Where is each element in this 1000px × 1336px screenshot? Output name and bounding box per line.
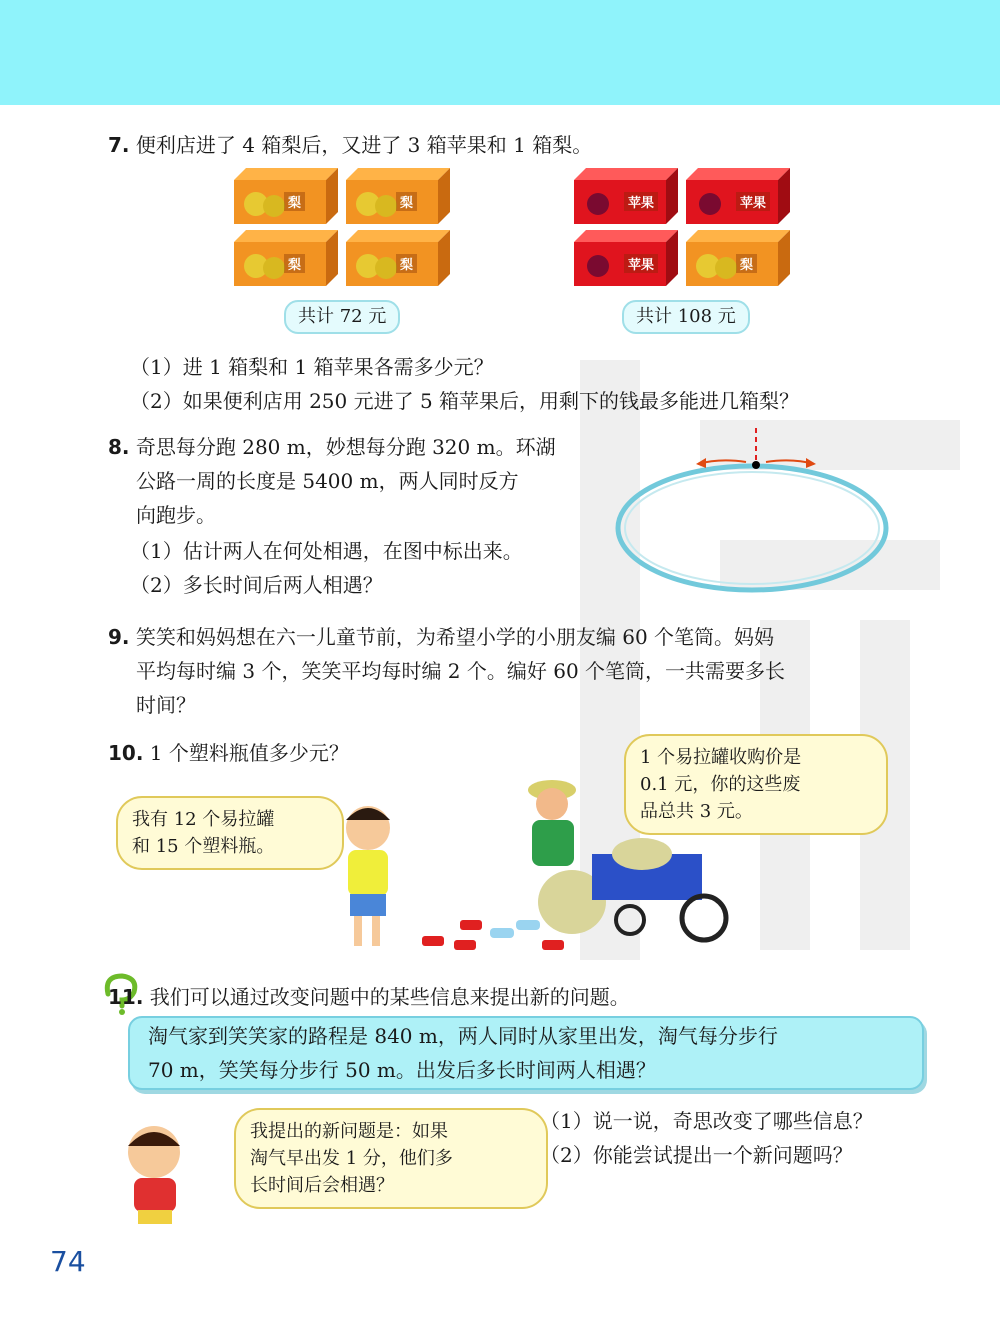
q9-line1: 9. 笑笑和妈妈想在六一儿童节前，为希望小学的小朋友编 60 个笔筒。妈妈: [108, 625, 775, 649]
q11-text: 11. 我们可以通过改变问题中的某些信息来提出新的问题。: [108, 985, 630, 1009]
q8-line1: 8. 奇思每分跑 280 m，妙想每分跑 320 m。环湖: [108, 435, 556, 459]
q7-text: 7. 便利店进了 4 箱梨后，又进了 3 箱苹果和 1 箱梨。: [108, 133, 593, 157]
apple-box: 苹果: [574, 230, 678, 286]
page-number: 74: [50, 1245, 86, 1278]
q9-line2: 平均每时编 3 个，笑笑平均每时编 2 个。编好 60 个笔筒，一共需要多长: [136, 659, 786, 683]
apple-box: 苹果: [686, 168, 790, 224]
q10-text: 10. 1 个塑料瓶值多少元？: [108, 741, 349, 765]
total-tag-right: 共计 108 元: [622, 300, 750, 334]
problem-box: 淘气家到笑笑家的路程是 840 m，两人同时从家里出发，淘气每分步行 70 m，笑笑每分步行 50 m。出发后多长时间两人相遇？: [128, 1016, 924, 1090]
speech-bubble-collector: 1 个易拉罐收购价是 0.1 元，你的这些废 品总共 3 元。: [624, 734, 888, 835]
q11-sub2: （2）你能尝试提出一个新问题吗？: [540, 1143, 853, 1167]
q7-sub2: （2）如果便利店用 250 元进了 5 箱苹果后，用剩下的钱最多能进几箱梨？: [130, 389, 800, 413]
pear-box: 梨: [234, 230, 338, 286]
speech-bubble-new-question: 我提出的新问题是：如果 淘气早出发 1 分，他们多 长时间后会相遇？: [234, 1108, 548, 1209]
header-band: [0, 0, 1000, 105]
total-tag-left: 共计 72 元: [284, 300, 400, 334]
pear-box: 梨: [686, 230, 790, 286]
q8-sub2: （2）多长时间后两人相遇？: [130, 573, 383, 597]
pear-box: 梨: [346, 230, 450, 286]
q8-line2: 公路一周的长度是 5400 m，两人同时反方: [136, 469, 519, 493]
boy-illustration: [110, 1116, 206, 1226]
q8-line3: 向跑步。: [136, 503, 216, 527]
q8-sub1: （1）估计两人在何处相遇，在图中标出来。: [130, 539, 523, 563]
lake-diagram: [610, 420, 900, 600]
pear-box: 梨: [234, 168, 338, 224]
q11-sub1: （1）说一说，奇思改变了哪些信息？: [540, 1109, 873, 1133]
q7-sub1: （1）进 1 箱梨和 1 箱苹果各需多少元？: [130, 355, 494, 379]
pear-box: 梨: [346, 168, 450, 224]
recycling-illustration: [330, 770, 750, 960]
apple-box: 苹果: [574, 168, 678, 224]
q9-line3: 时间？: [136, 693, 196, 717]
speech-bubble-boy: 我有 12 个易拉罐 和 15 个塑料瓶。: [116, 796, 344, 870]
